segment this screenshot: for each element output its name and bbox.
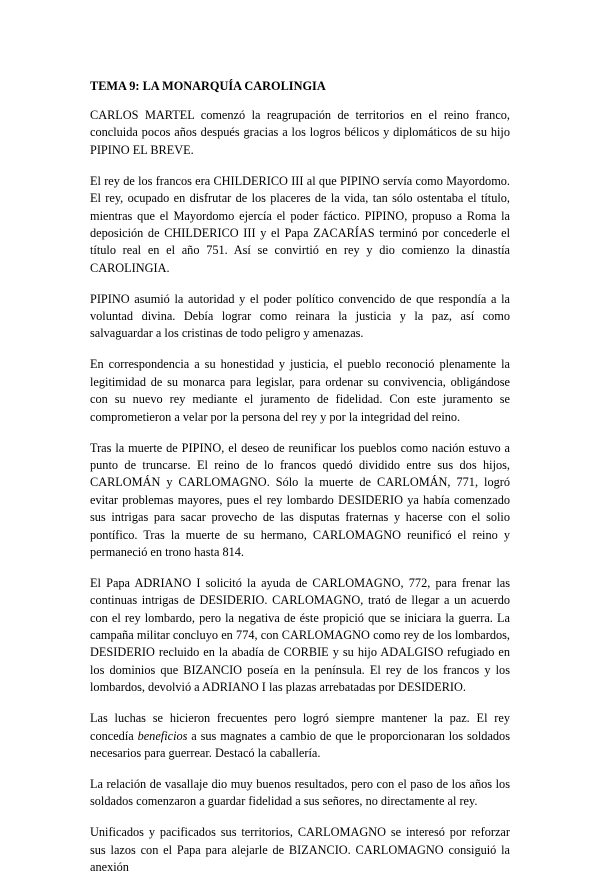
paragraph-3: PIPINO asumió la autoridad y el poder político convencido de que respondía a la voluntad divina. Debía lograr como reinara la justicia y la paz, así como salvaguardar a los cristinas de todo peligro y amenazas. (90, 291, 510, 341)
paragraph-8: La relación de vasallaje dio muy buenos resultados, pero con el paso de los años los soldados comenzaron a guardar fidelidad a sus señores, no directamente al rey. (90, 776, 510, 809)
paragraph-7 (90, 710, 510, 762)
paragraph-6: El Papa ADRIANO I solicitó la ayuda de CARLOMAGNO, 772, para frenar las continuas intrigas de DESIDERIO. CARLOMAGNO, trató de llegar a un acuerdo con el rey lombardo, pero la negativa de éste propició que se iniciara la guerra. La campaña militar concluyo en 774, con CARLOMAGNO como rey de los lombardos, DESIDERIO recluido en la abadía de CORBIE y su hijo ADALGISO refugiado en los dominios que BIZANCIO poseía en la península. El rey de los francos y los lombardos, devolvió a ADRIANO I las plazas arrebatadas por DESIDERIO. (90, 575, 510, 695)
paragraph-7-text-after: a sus magnates a cambio de que le proporcionaran los soldados necesarios para guerrear. Destacó la caballería. (90, 728, 510, 760)
paragraph-1: CARLOS MARTEL comenzó la reagrupación de territorios en el reino franco, concluida pocos años después gracias a los logros bélicos y diplomáticos de su hijo PIPINO EL BREVE. (90, 108, 510, 157)
paragraph-4: En correspondencia a su honestidad y justicia, el pueblo reconoció plenamente la legitimidad de su monarca para legislar, para ordenar su convivencia, obligándose con su nuevo rey mediante el juramento de fidelidad. Con este juramento se comprometieron a velar por la persona del rey y por la integridad del reino. (90, 357, 510, 424)
document-title: TEMA 9: LA MONARQUÍA CAROLINGIA (90, 79, 326, 93)
paragraph-7-italic-term: beneficios (137, 728, 188, 743)
paragraph-7-text-before: Las luchas se hicieron frecuentes pero logró siempre mantener la paz. El rey concedía (90, 711, 510, 743)
paragraph-2: El rey de los francos era CHILDERICO III al que PIPINO servía como Mayordomo. El rey, ocupado en disfrutar de los placeres de la vida, tan sólo ostentaba el título, mientras que el Mayordomo ejercía el poder fáctico. PIPINO, propuso a Roma la deposición de CHILDERICO III y el Papa ZACARÍAS terminó por concederle el título real en el año 751. Así se convirtió en rey y dio comienzo la dinastía CAROLINGIA. (90, 173, 510, 275)
paragraph-5: Tras la muerte de PIPINO, el deseo de reunificar los pueblos como nación estuvo a punto de truncarse. El reino de lo francos quedó dividido entre sus dos hijos, CARLOMÁN y CARLOMAGNO. Sólo la muerte de CARLOMÁN, 771, logró evitar problemas mayores, pues el rey lombardo DESIDERIO ya había comenzado sus intrigas para sacar provecho de las disputas fraternas y hacerse con el solio pontífico. Tras la muerte de su hermano, CARLOMAGNO reunificó el reino y permaneció en trono hasta 814. (90, 440, 510, 559)
paragraph-9: Unificados y pacificados sus territorios, CARLOMAGNO se interesó por reforzar sus lazos con el Papa para alejarle de BIZANCIO. CARLOMAGNO consiguió la anexión (90, 825, 510, 875)
